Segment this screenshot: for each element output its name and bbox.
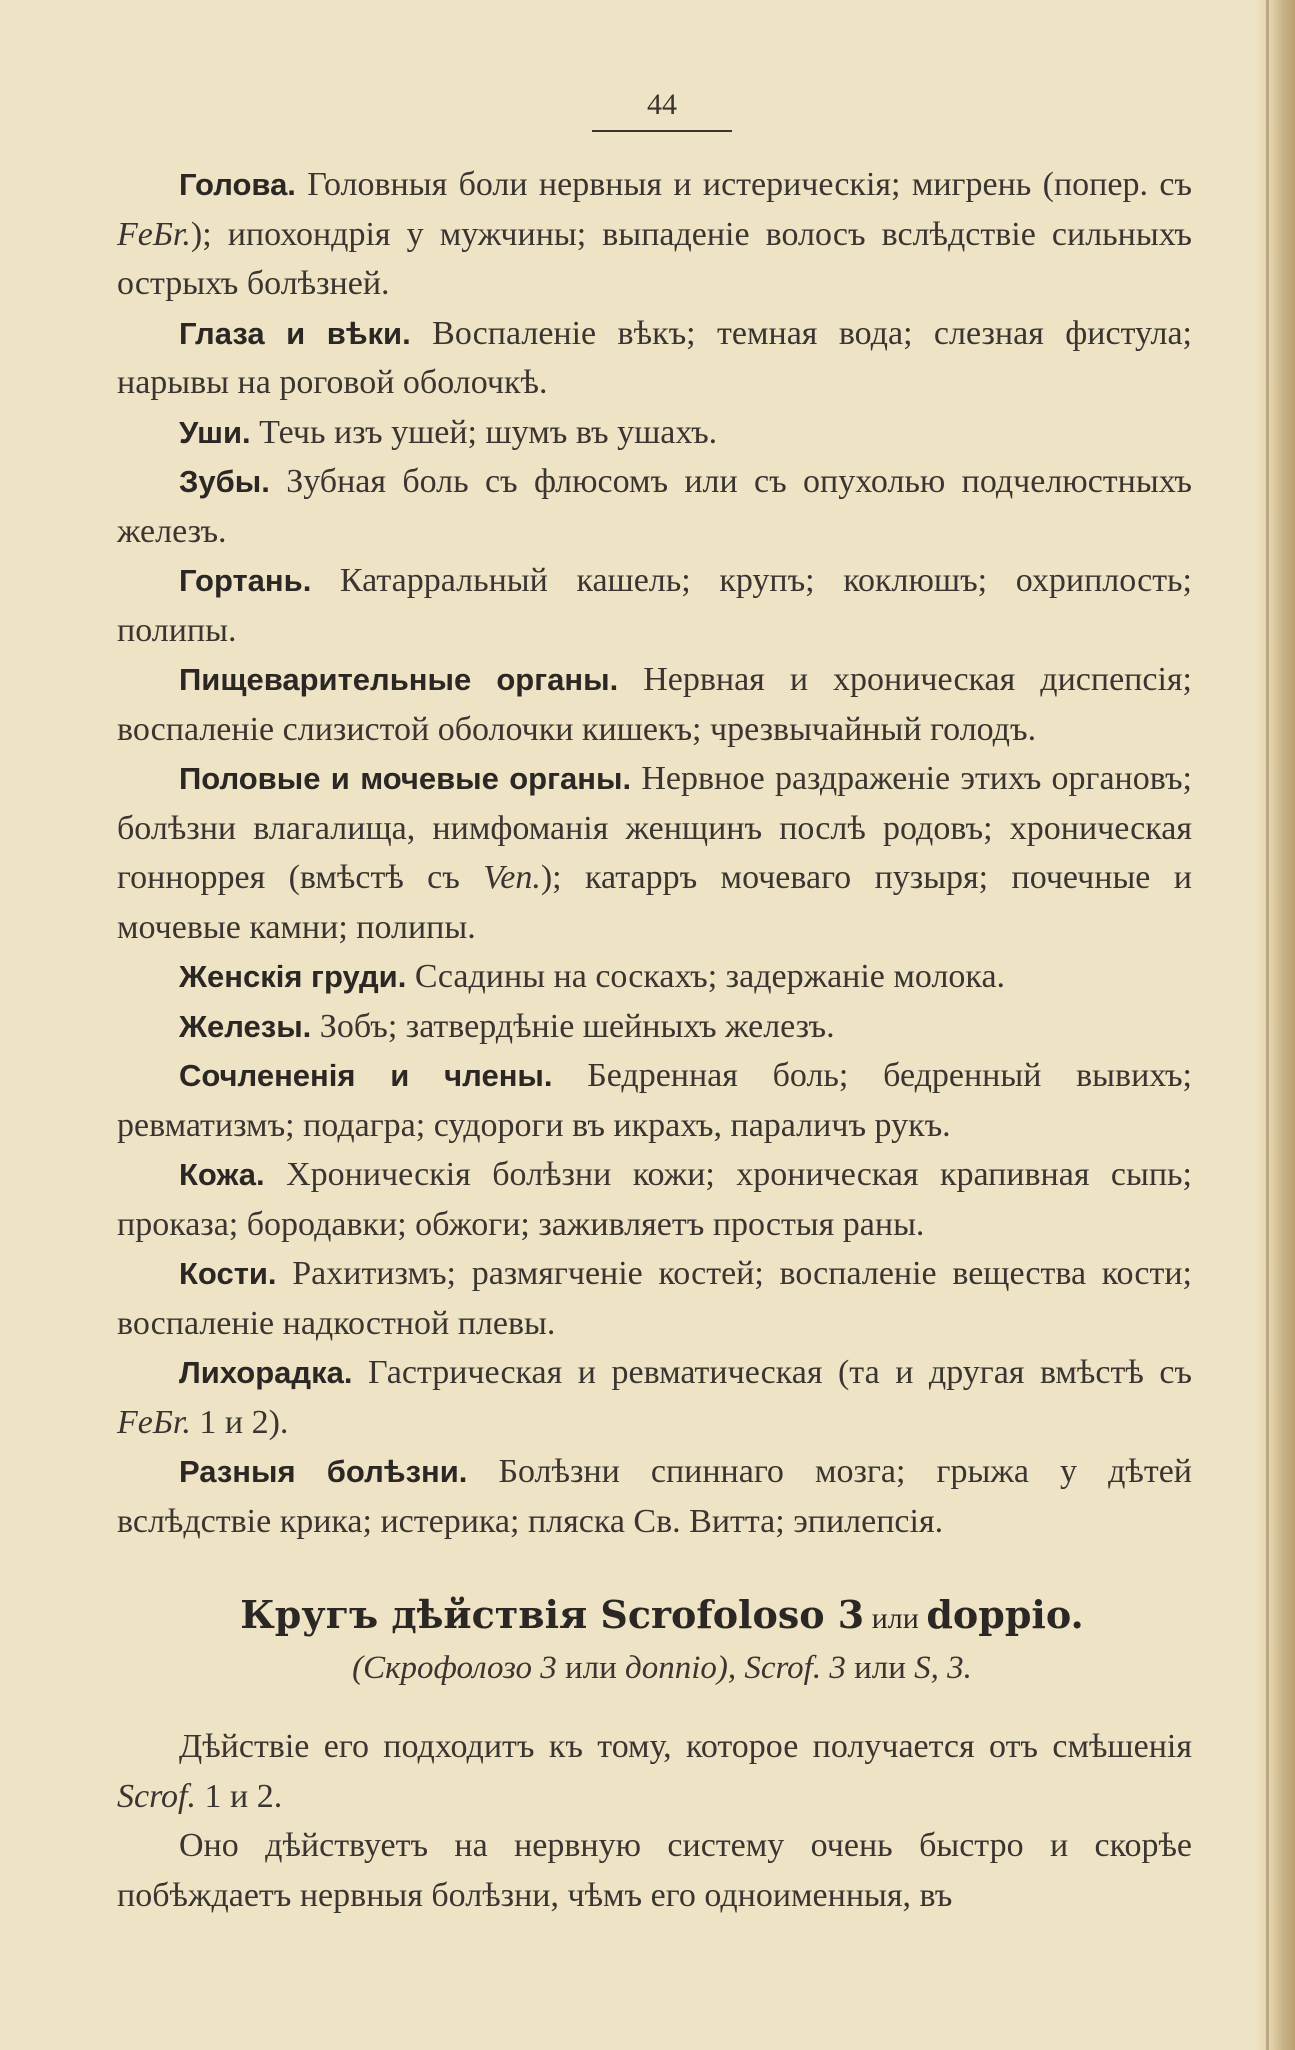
entry-ears — [117, 408, 1192, 458]
entry-term: Глаза и вѣки. — [179, 315, 411, 351]
entry-text: Зубная боль съ флюсомъ или съ опухолью подчелюстныхъ железъ. — [117, 463, 1192, 550]
paragraph-tail: 1 и 2. — [196, 1777, 283, 1815]
page-edge-shadow — [1255, 0, 1295, 2050]
entry-text: Головныя боли нервныя и истерическія; мигрень (попер. съ — [295, 166, 1192, 203]
entry-text: Нервное раздраженіе этихъ органовъ; болѣзни влагалища, нимфоманія женщинъ послѣ родовъ; хроническая гонноррея (вмѣстѣ съ — [117, 760, 1192, 896]
entry-eyes — [117, 309, 1192, 408]
subtitle-part-a: (Скрофолозо 3 — [352, 1650, 557, 1686]
entry-ref: FeБr. — [117, 1403, 191, 1441]
entry-glands — [117, 1002, 1192, 1052]
section-body — [117, 1722, 1192, 1920]
entry-ref: Ven. — [483, 859, 541, 896]
section-paragraph-1 — [117, 1722, 1192, 1821]
page-number: 44 — [647, 88, 677, 121]
entry-term: Зубы. — [179, 464, 270, 499]
entry-text: Хроническія болѣзни кожи; хроническая крапивная сыпь; проказа; бородавки; обжоги; заживляетъ простыя раны. — [117, 1156, 1192, 1243]
entry-term: Пищеварительные органы. — [179, 662, 619, 697]
section-title-end: doppio. — [926, 1592, 1084, 1637]
entry-term: Половые и мочевые органы. — [179, 761, 632, 796]
entry-term: Лихорадка. — [179, 1355, 353, 1390]
entry-genitourinary — [117, 754, 1192, 952]
subtitle-or-2: или — [845, 1650, 915, 1686]
entry-text: Зобъ; затвердѣніе шейныхъ железъ. — [311, 1007, 835, 1045]
page-edge-line — [1266, 0, 1269, 2050]
page-number-rule — [592, 130, 732, 132]
symptom-entries — [117, 160, 1192, 1546]
entry-text: Катарральный кашель; крупъ; коклюшъ; охриплость; полипы. — [117, 562, 1192, 649]
subtitle-or-1: или — [556, 1650, 626, 1686]
section-paragraph-2: Оно дѣйствуетъ на нервную систему очень быстро и скорѣе побѣждаетъ нервныя болѣзни, чѣмъ его одноименныя, въ — [117, 1827, 1192, 1914]
entry-term: Железы. — [179, 1008, 312, 1044]
subtitle-part-b: доппіо), Scrof. 3 — [625, 1650, 846, 1686]
entry-text: Болѣзни спиннаго мозга; грыжа у дѣтей вслѣдствіе крика; истерика; пляска Св. Витта; эпилепсія. — [117, 1453, 1192, 1540]
entry-tail: 1 и 2). — [190, 1403, 289, 1441]
entry-term: Разныя болѣзни. — [179, 1454, 468, 1489]
section-title-main: Кругъ дѣйствія Scrofoloso 3 — [240, 1592, 865, 1637]
entry-bones — [117, 1249, 1192, 1348]
subtitle-part-c: S, 3. — [914, 1650, 972, 1686]
section-title-or: или — [864, 1602, 927, 1635]
paragraph-ref: Scrof. — [117, 1777, 197, 1815]
entry-term: Сочлененія и члены. — [179, 1058, 553, 1093]
entry-term: Голова. — [179, 167, 296, 202]
entry-ref: FeБr. — [117, 215, 191, 253]
entry-joints — [117, 1051, 1192, 1150]
entry-text: Воспаленіе вѣкъ; темная вода; слезная фистула; нарывы на роговой оболочкѣ. — [117, 314, 1193, 401]
entry-larynx — [117, 556, 1192, 655]
paragraph-text: Дѣйствіе его подходитъ къ тому, которое получается отъ смѣшенія — [179, 1728, 1192, 1765]
entry-term: Женскія груди. — [179, 959, 407, 994]
entry-tail: ); ипохондрія у мужчины; выпаденіе волосъ вслѣдствіе сильныхъ острыхъ болѣзней. — [117, 215, 1192, 302]
entry-term: Кожа. — [179, 1157, 265, 1192]
entry-text: Рахитизмъ; размягченіе костей; воспаленіе вещества кости; воспаленіе надкостной плевы. — [117, 1255, 1192, 1342]
entry-teeth — [117, 457, 1192, 556]
entry-fever — [117, 1348, 1192, 1447]
entry-head — [117, 160, 1192, 309]
section-title — [0, 1592, 1295, 1637]
entry-breasts — [117, 952, 1192, 1002]
entry-tail: ); катарръ мочеваго пузыря; почечные и мочевые камни; полипы. — [117, 859, 1192, 946]
entry-text: Гастрическая и ревматическая (та и другая вмѣстѣ съ — [352, 1354, 1192, 1391]
entry-term: Гортань. — [179, 563, 312, 598]
entry-term: Уши. — [179, 414, 251, 450]
entry-text: Нервная и хроническая диспепсія; воспаленіе слизистой оболочки кишекъ; чрезвычайный голодъ. — [117, 661, 1192, 748]
entry-digestive — [117, 655, 1192, 754]
entry-term: Кости. — [179, 1256, 277, 1291]
entry-text: Ссадины на соскахъ; задержаніе молока. — [406, 958, 1006, 995]
entry-misc — [117, 1447, 1192, 1546]
entry-text: Бедренная боль; бедренный вывихъ; ревматизмъ; подагра; судороги въ икрахъ, параличъ рукъ. — [117, 1057, 1192, 1144]
entry-text: Течь изъ ушей; шумъ въ ушахъ. — [250, 413, 718, 451]
section-subtitle — [0, 1650, 1295, 1687]
entry-skin — [117, 1150, 1192, 1249]
